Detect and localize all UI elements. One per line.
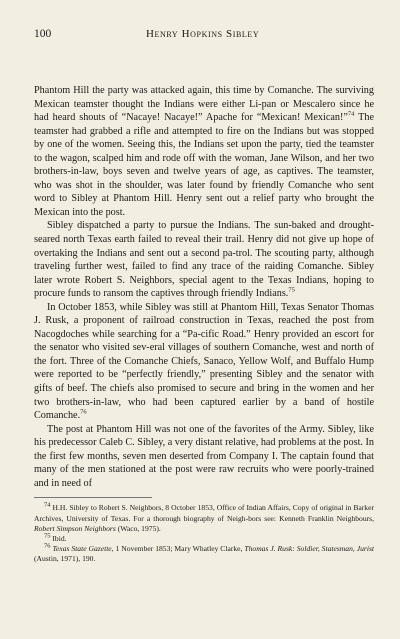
- footnote: $^{75}$ Ibid.: [44, 532, 67, 544]
- running-head: Henry Hopkins Sibley: [146, 28, 260, 40]
- footnote-rule: [34, 497, 152, 498]
- footnote: $^{74}$ H.H. Sibley to Robert S. Neighbors, 8 October 1853, Office of Indian Affairs, Copy of original in Barker Archives, University of Texas. For a thorough biography of Neigh-bors see: Kenneth Franklin Neighbours, Robert Simpson Neighbors (Waco, 1975).: [34, 501, 374, 533]
- footnotes: [34, 503, 374, 564]
- page-number: 100: [34, 28, 52, 40]
- page-header: [34, 28, 374, 50]
- paragraph: The post at Phantom Hill was not one of the favorites of the Army. Sibley, like his predecessor Caleb C. Sibley, a very distant relative, had problems at the post. In the first few months, seven men deserted from Company I. The captain found that many of the men stationed at the post were raw recruits who were poorly-trained and in need of: [34, 423, 374, 489]
- footnote-ref: 74: [347, 110, 355, 118]
- footnote-ref: 75: [288, 286, 295, 294]
- paragraph: Sibley dispatched a party to pursue the Indians. The sun-baked and drought-seared north Texas earth failed to reveal their trail. Henry did not give up hope of overtaking the Indians and sent out a second pa-trol. The scouting party, although traveling further west, failed to find any trace of the raiding Comanche. Sibley later wrote Robert S. Neighbors, special agent to the Texas Indians, hoping to procure funds to ransom the captives through friendly Indians.$^{75}$: [34, 220, 374, 300]
- body-text: [34, 84, 374, 490]
- paragraph: Phantom Hill the party was attacked again, this time by Comanche. The surviving Mexican teamster thought the Indians were either Li-pan or Mescalero since he had heard shouts of “Nacaye! Nacaye!” Apache for “Mexican! Mexican!”$^{74}$ The teamster had grabbed a rifle and attempted to fire on the Indians but was stopped by one of the women. Seeing this, the Indians set upon the party, tied the teamster to the wagon, scalped him and rode off with the woman, Jane Wilson, and her two brothers-in-law, boys seven and twelve years of age, as captives. The teamster, who was shot in the shoulder, was later found by friendly Comanche who sent word to Sibley at Phantom Hill. Henry sent out a relief party who brought the Mexican into the post.: [34, 85, 374, 218]
- footnote-ref: 76: [80, 408, 87, 416]
- paragraph: In October 1853, while Sibley was still at Phantom Hill, Texas Senator Thomas J. Rusk, a proponent of railroad construction in Texas, reached the post from Nacogdoches while searching for a “Pa-cific Road.” Henry provided an escort for the senator who visited sev-eral villages of southern Comanche, west and north of the fort. Three of the Comanche Chiefs, Sanaco, Yellow Wolf, and Buffalo Hump were reported to be “perfectly friendly,” presenting Sibley and the senator with gifts of beef. The chiefs also promised to secure and bring in the women and her two brothers-in-law, who had been captured earlier by a band of hostile Comanche.$^{76}$: [34, 301, 374, 422]
- footnote: $^{76}$ Texas State Gazette, 1 November 1853; Mary Whatley Clarke, Thomas J. Rusk: Soldier, Statesman, Jurist (Austin, 1971), 190.: [34, 542, 375, 564]
